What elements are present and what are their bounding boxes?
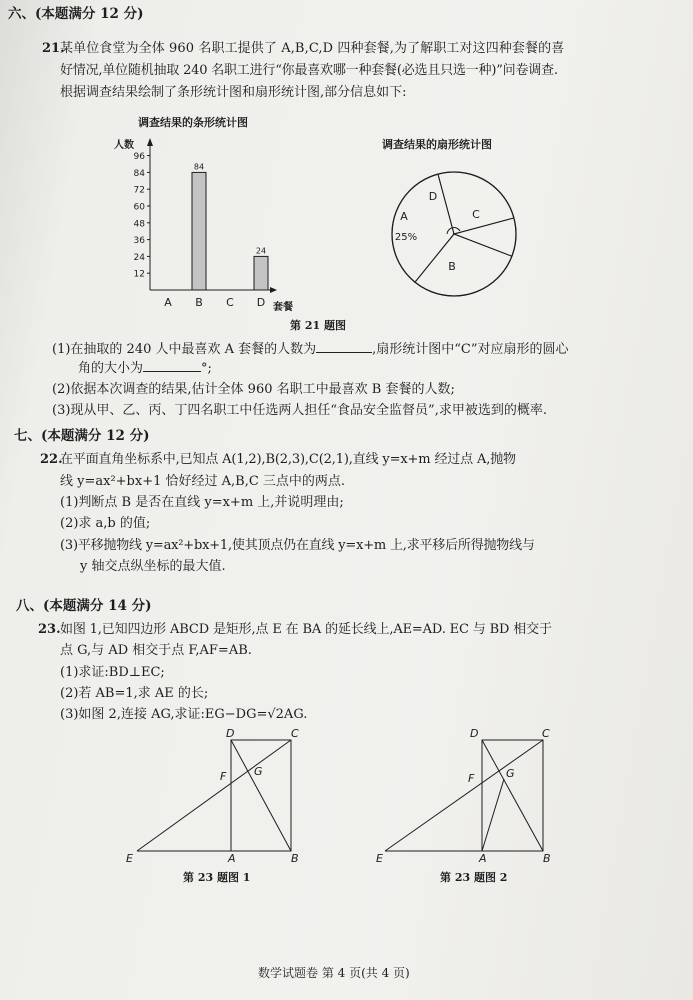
figure-23-2-caption: 第 23 题图 2 [440,871,508,884]
bar-chart-xlabel: 套餐 [273,302,293,313]
y-tick-label: 72 [133,185,145,196]
label-d: D [226,727,235,740]
pie-slice-b [392,174,454,282]
label-c: C [542,727,550,740]
section-7-title: 七、(本题满分 12 分) [14,428,150,444]
segment-bd [231,740,291,851]
label-e: E [126,852,133,865]
q21-part-1-text-d: °; [201,361,212,376]
label-a: A [228,852,236,865]
q21-part-1-text-a: (1)在抽取的 240 人中最喜欢 A 套餐的人数为 [52,342,317,357]
bar-chart-ylabel: 人数 [114,140,134,151]
y-tick-label: 60 [133,202,145,213]
question-22-line-1: 在平面直角坐标系中,已知点 A(1,2),B(2,3),C(2,1),直线 y=x+m 经过点 A,抛物 [60,452,516,467]
q22-part-3-a: (3)平移抛物线 y=ax²+bx+1,使其顶点仍在直线 y=x+m 上,求平移后所得抛物线与 [60,538,535,553]
question-21-number: 21. [42,41,65,56]
y-tick-label: 12 [133,269,145,280]
bar-chart [100,108,315,318]
q21-part-1-text-b: ,扇形统计图中“C”对应扇形的圆心 [372,342,569,357]
q21-part-1-a [52,342,569,358]
pie-chart-title: 调查结果的扇形统计图 [382,138,492,151]
q22-part-3-b: y 轴交点纵坐标的最大值. [80,559,226,574]
question-22-line-2: 线 y=ax²+bx+1 恰好经过 A,B,C 三点中的两点. [60,474,346,489]
q23-part-2: (2)若 AB=1,求 AE 的长; [60,686,209,701]
pie-slice-label: C [472,208,480,221]
label-b: B [543,852,551,865]
question-23-number: 23. [38,622,61,637]
question-22-number: 22. [40,452,63,467]
label-e: E [376,852,383,865]
q22-part-2: (2)求 a,b 的值; [60,516,151,531]
geometry-figure-2 [370,724,570,869]
segment-ec [137,740,291,851]
y-tick-label: 24 [133,252,145,263]
x-category-label: D [256,296,266,309]
label-d: D [470,727,479,740]
question-23-line-1: 如图 1,已知四边形 ABCD 是矩形,点 E 在 BA 的延长线上,AE=AD. EC 与 BD 相交于 [60,622,552,637]
bar-data-label: 84 [193,162,205,172]
question-23-line-2: 点 G,与 AD 相交于点 F,AF=AB. [60,643,252,658]
y-tick-label: 36 [133,236,145,247]
bar-data-label: 24 [255,246,267,256]
question-21-line-3: 根据调查结果绘制了条形统计图和扇形统计图,部分信息如下: [60,85,407,100]
segment-ec [385,740,543,851]
q21-part-2: (2)依据本次调查的结果,估计全体 960 名职工中最喜欢 B 套餐的人数; [52,382,455,397]
q23-part-1: (1)求证:BD⊥EC; [60,665,165,680]
q22-part-1: (1)判断点 B 是否在直线 y=x+m 上,并说明理由; [60,495,344,510]
label-f: F [220,770,227,783]
pie-percent-label-a: 25% [394,232,418,243]
x-category-label: A [164,296,172,309]
y-tick-label: 84 [133,168,145,179]
q21-part-1-text-c: 角的大小为 [78,361,144,376]
geometry-figure-1 [120,724,320,869]
bar-chart-title: 调查结果的条形统计图 [138,116,248,129]
pie-slice-label: B [448,260,456,273]
y-tick-label: 48 [133,219,145,230]
label-g: G [254,765,263,778]
answer-blank-c-angle [143,371,201,372]
label-f: F [468,772,475,785]
pie-slice-label: A [400,210,408,223]
figure-21-caption: 第 21 题图 [290,319,346,332]
bar-b [192,172,206,290]
pie-chart [370,128,570,308]
segment-ag [482,779,504,851]
label-c: C [291,727,299,740]
x-category-label: C [226,296,234,309]
section-8-title: 八、(本题满分 14 分) [16,598,152,614]
question-21-line-2: 好情况,单位随机抽取 240 名职工进行“你最喜欢哪一种套餐(必选且只选一种)”问卷调查. [60,63,558,78]
x-axis-arrow [270,287,277,293]
x-category-label: B [195,296,203,309]
question-21-line-1: 某单位食堂为全体 960 名职工提供了 A,B,C,D 四种套餐,为了解职工对这四种套餐的喜 [60,41,565,56]
q21-part-3: (3)现从甲、乙、丙、丁四名职工中任选两人担任“食品安全监督员”,求甲被选到的概率. [52,403,547,418]
bar-d [254,256,268,290]
pie-slice-a [438,172,514,234]
section-6-title: 六、(本题满分 12 分) [8,6,144,22]
q21-part-1-b [78,361,212,377]
segment-bd [482,740,543,851]
label-a: A [479,852,487,865]
y-tick-label: 96 [133,152,145,163]
y-axis-arrow [147,138,153,146]
answer-blank-a-count [316,352,372,353]
label-g: G [506,767,515,780]
q23-part-3: (3)如图 2,连接 AG,求证:EG−DG=√2AG. [60,707,308,722]
label-b: B [291,852,299,865]
pie-slice-label: D [428,190,438,203]
figure-23-1-caption: 第 23 题图 1 [183,871,251,884]
page-footer: 数学试题卷 第 4 页(共 4 页) [258,966,410,980]
